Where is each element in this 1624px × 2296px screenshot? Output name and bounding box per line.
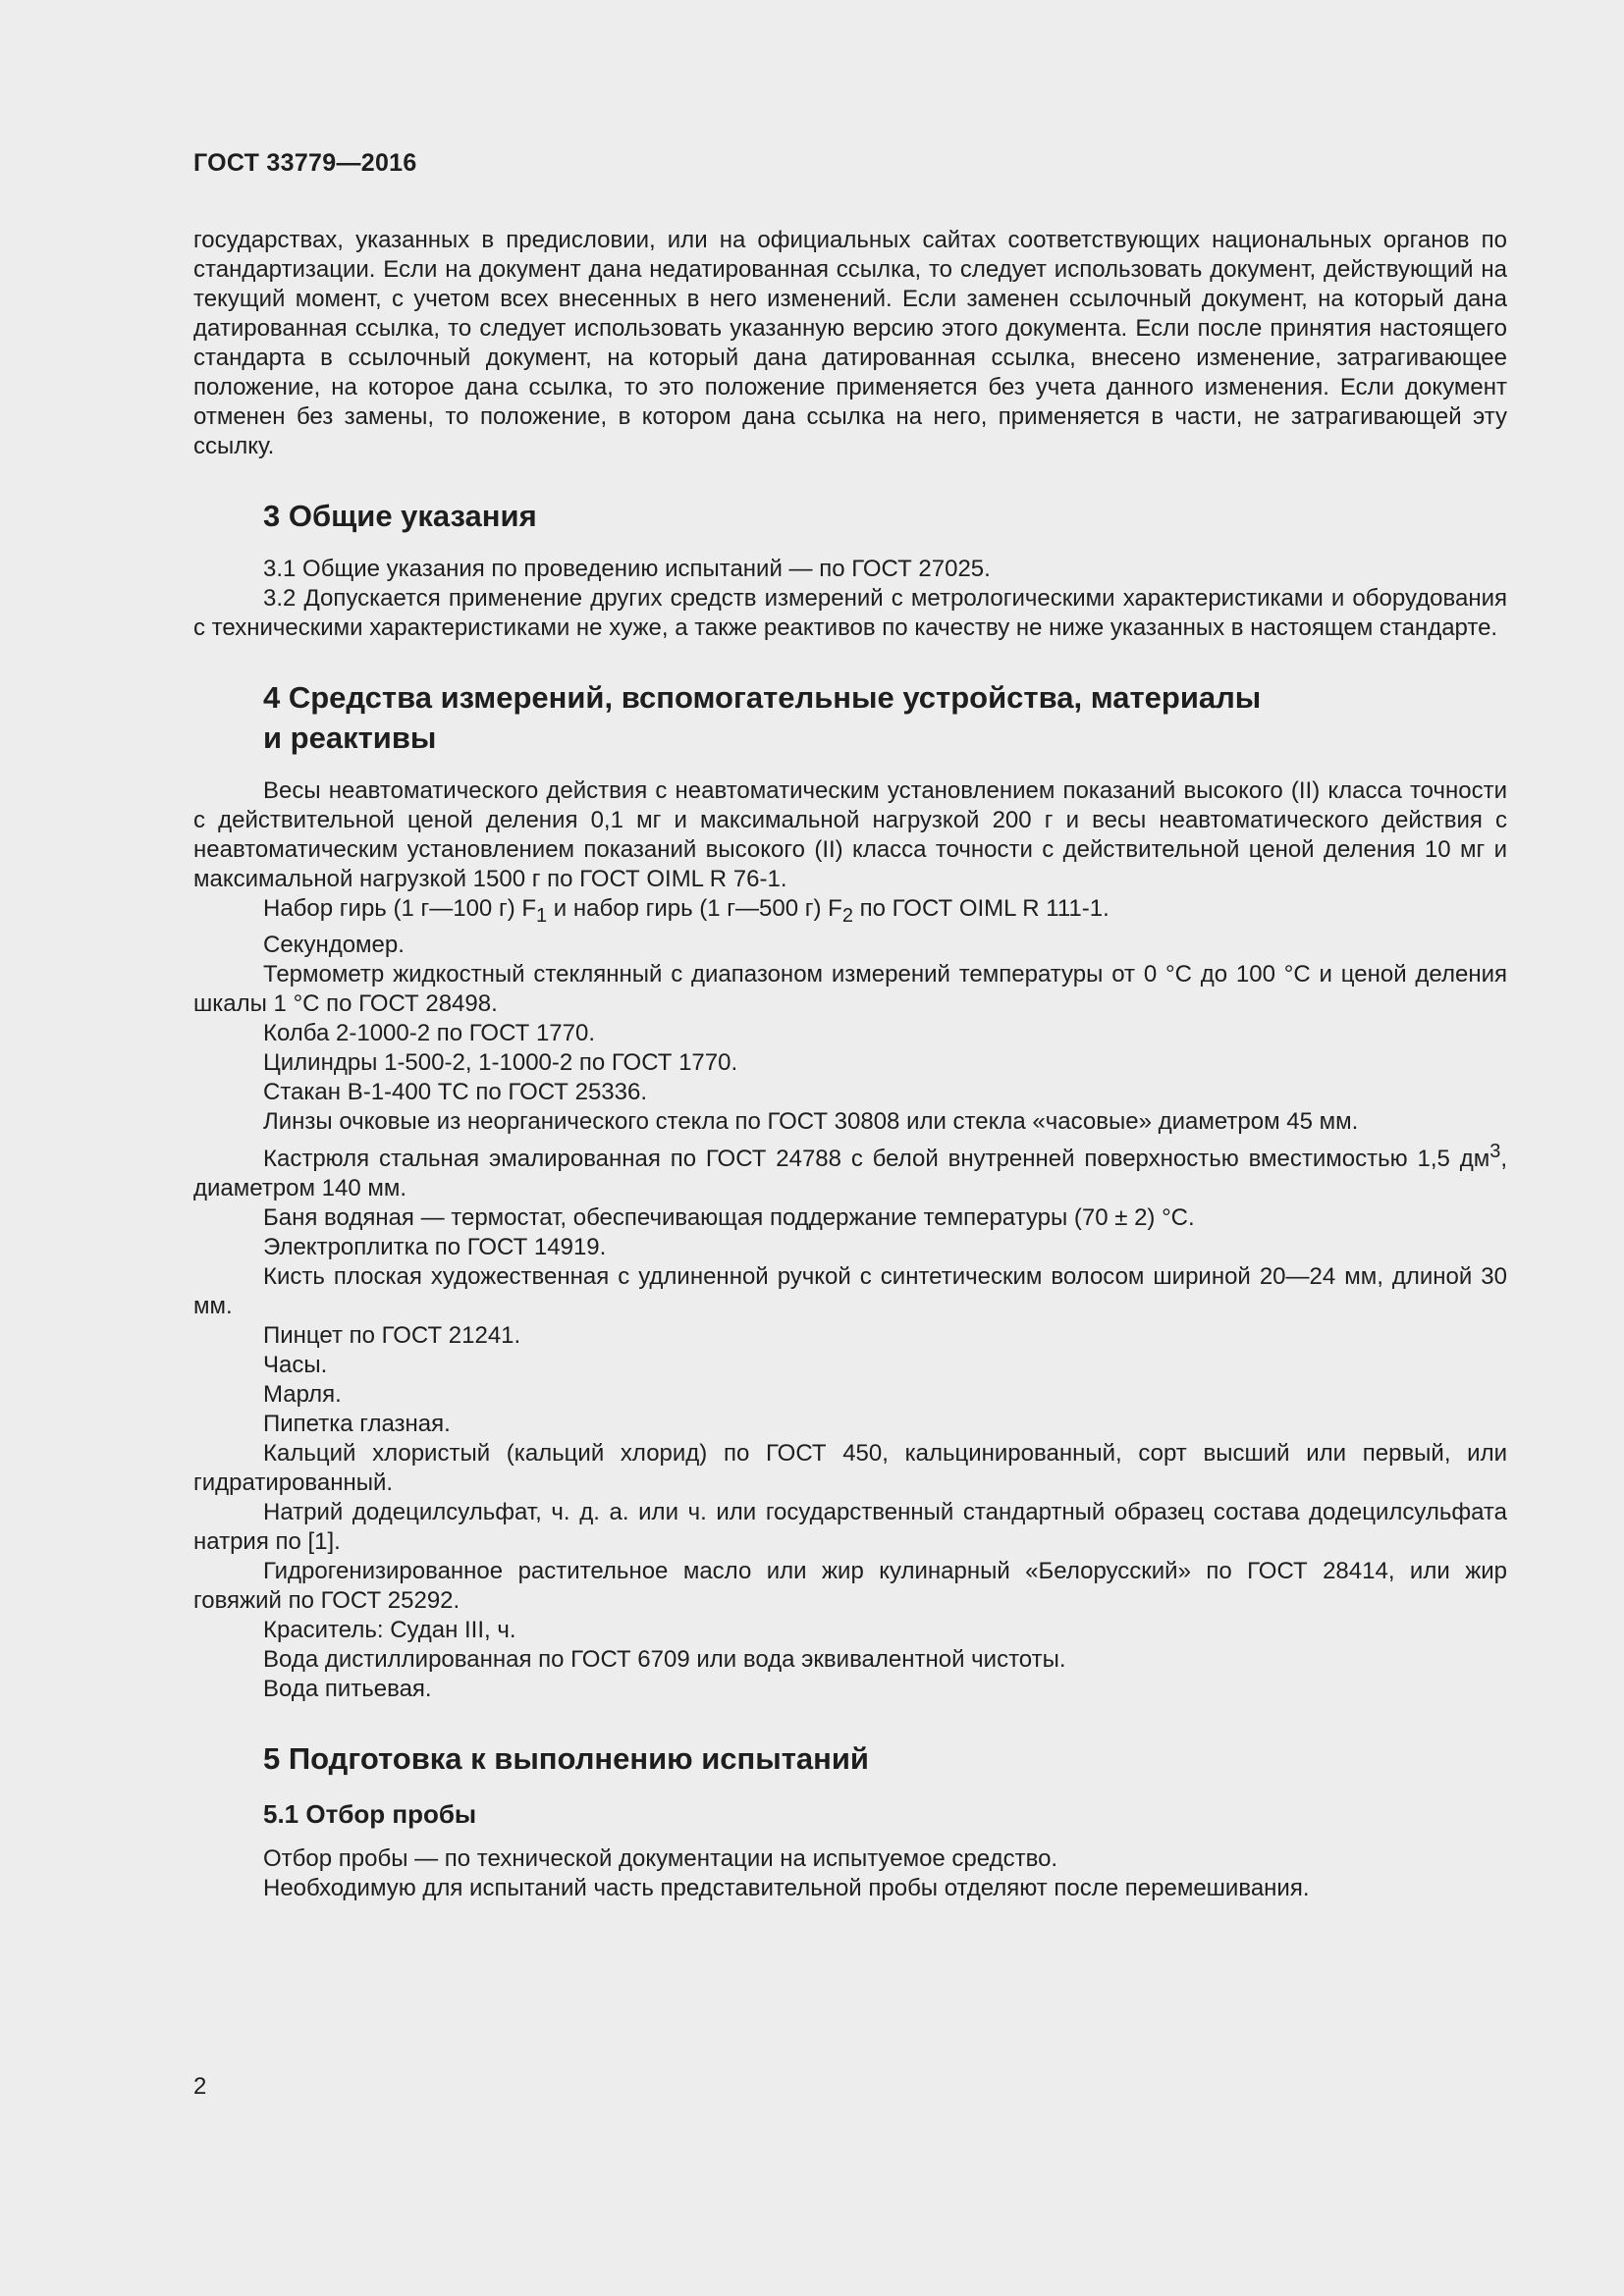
section-4-heading-line1: 4 Средства измерений, вспомогательные устройства, материалы bbox=[263, 680, 1262, 715]
item-gauze: Марля. bbox=[263, 1380, 342, 1408]
pan-text-b: , диаметром 140 мм. bbox=[193, 1145, 1507, 1201]
page-number: 2 bbox=[193, 2073, 207, 2100]
clause-5-1-p1: Отбор пробы — по технической документации на испытуемое средство. bbox=[263, 1844, 1058, 1872]
clause-5-1-p2: Необходимую для испытаний часть представительной пробы отделяют после перемешивания. bbox=[263, 1874, 1310, 1901]
item-weights bbox=[193, 894, 1507, 931]
item-flask: Колба 2-1000-2 по ГОСТ 1770. bbox=[263, 1019, 596, 1046]
item-stove: Электроплитка по ГОСТ 14919. bbox=[263, 1233, 607, 1260]
weights-subscript-1: 1 bbox=[536, 904, 548, 927]
item-beaker: Стакан В-1-400 ТС по ГОСТ 25336. bbox=[263, 1078, 648, 1105]
item-cylinders: Цилиндры 1-500-2, 1-1000-2 по ГОСТ 1770. bbox=[263, 1048, 738, 1076]
section-3-heading: 3 Общие указания bbox=[263, 499, 537, 533]
clause-3-2: 3.2 Допускается применение других средств измерений с метрологическими характеристиками и оборудования с техническими характеристиками не хуже, а также реактивов по качеству не ниже указанных в настоящем стандарте. bbox=[193, 585, 1507, 641]
item-calcium-chloride: Кальций хлористый (кальций хлорид) по ГОСТ 450, кальцинированный, сорт высший или первый, или гидратированный. bbox=[193, 1439, 1507, 1496]
section-4-heading bbox=[263, 677, 1507, 758]
pan-text-a: Кастрюля стальная эмалированная по ГОСТ 24788 с белой внутренней поверхностью вместимостью 1,5 дм bbox=[263, 1145, 1490, 1172]
intro-paragraph: государствах, указанных в предисловии, или на официальных сайтах соответствующих национальных органов по стандартизации. Если на документ дана недатированная ссылка, то следует использовать документ, действующий на текущий момент, с учетом всех внесенных в него изменений. Если заменен ссылочный документ, на который дана датированная ссылка, то следует использовать указанную версию этого документа. Если после принятия настоящего стандарта в ссылочный документ, на который дана датированная ссылка, внесено изменение, затрагивающее положение, на которое дана ссылка, то это положение применяется без учета данного изменения. Если документ отменен без замены, то положение, в котором дана ссылка на него, применяется в части, не затрагивающей эту ссылку. bbox=[193, 227, 1507, 459]
document-header: ГОСТ 33779—2016 bbox=[193, 149, 417, 177]
weights-text-c: по ГОСТ OIML R 111-1. bbox=[852, 895, 1110, 922]
item-dye: Краситель: Судан III, ч. bbox=[263, 1616, 516, 1643]
item-pan bbox=[193, 1137, 1507, 1203]
item-clock: Часы. bbox=[263, 1351, 328, 1378]
document-body bbox=[193, 226, 1507, 1903]
clause-3-1: 3.1 Общие указания по проведению испытаний — по ГОСТ 27025. bbox=[263, 556, 991, 582]
item-bath: Баня водяная — термостат, обеспечивающая поддержание температуры (70 ± 2) °С. bbox=[263, 1203, 1195, 1231]
pan-superscript: 3 bbox=[1489, 1140, 1501, 1162]
item-stopwatch: Секундомер. bbox=[263, 931, 405, 958]
item-scales: Весы неавтоматического действия с неавтоматическим установлением показаний высокого (II) класса точности с действительной ценой деления 0,1 мг и максимальной нагрузкой 200 г и весы неавтоматического действия с неавтоматическим установлением показаний высокого (II) класса точности с действительной ценой деления 10 мг и максимальной нагрузкой 1500 г по ГОСТ OIML R 76-1. bbox=[193, 777, 1507, 892]
item-tweezers: Пинцет по ГОСТ 21241. bbox=[263, 1321, 521, 1349]
item-oil: Гидрогенизированное растительное масло или жир кулинарный «Белорусский» по ГОСТ 28414, или жир говяжий по ГОСТ 25292. bbox=[193, 1557, 1507, 1614]
item-lenses: Линзы очковые из неорганического стекла по ГОСТ 30808 или стекла «часовые» диаметром 45 мм. bbox=[263, 1107, 1359, 1135]
weights-text-b: и набор гирь (1 г—500 г) F bbox=[547, 895, 842, 922]
item-sodium-dodecylsulfate: Натрий додецилсульфат, ч. д. а. или ч. или государственный стандартный образец состава додецилсульфата натрия по [1]. bbox=[193, 1498, 1507, 1555]
subsection-5-1-heading: 5.1 Отбор пробы bbox=[263, 1798, 477, 1829]
section-4-heading-line2: и реактивы bbox=[263, 721, 437, 755]
item-drinking-water: Вода питьевая. bbox=[263, 1675, 432, 1702]
weights-subscript-2: 2 bbox=[841, 904, 853, 927]
item-pipette: Пипетка глазная. bbox=[263, 1410, 451, 1437]
section-5-heading: 5 Подготовка к выполнению испытаний bbox=[263, 1740, 869, 1776]
item-thermometer: Термометр жидкостный стеклянный с диапазоном измерений температуры от 0 °С до 100 °С и ценой деления шкалы 1 °С по ГОСТ 28498. bbox=[193, 960, 1507, 1017]
weights-text-a: Набор гирь (1 г—100 г) F bbox=[263, 895, 537, 922]
item-distilled-water: Вода дистиллированная по ГОСТ 6709 или вода эквивалентной чистоты. bbox=[263, 1645, 1066, 1673]
item-brush: Кисть плоская художественная с удлиненной ручкой с синтетическим волосом шириной 20—24 мм, длиной 30 мм. bbox=[193, 1262, 1507, 1319]
